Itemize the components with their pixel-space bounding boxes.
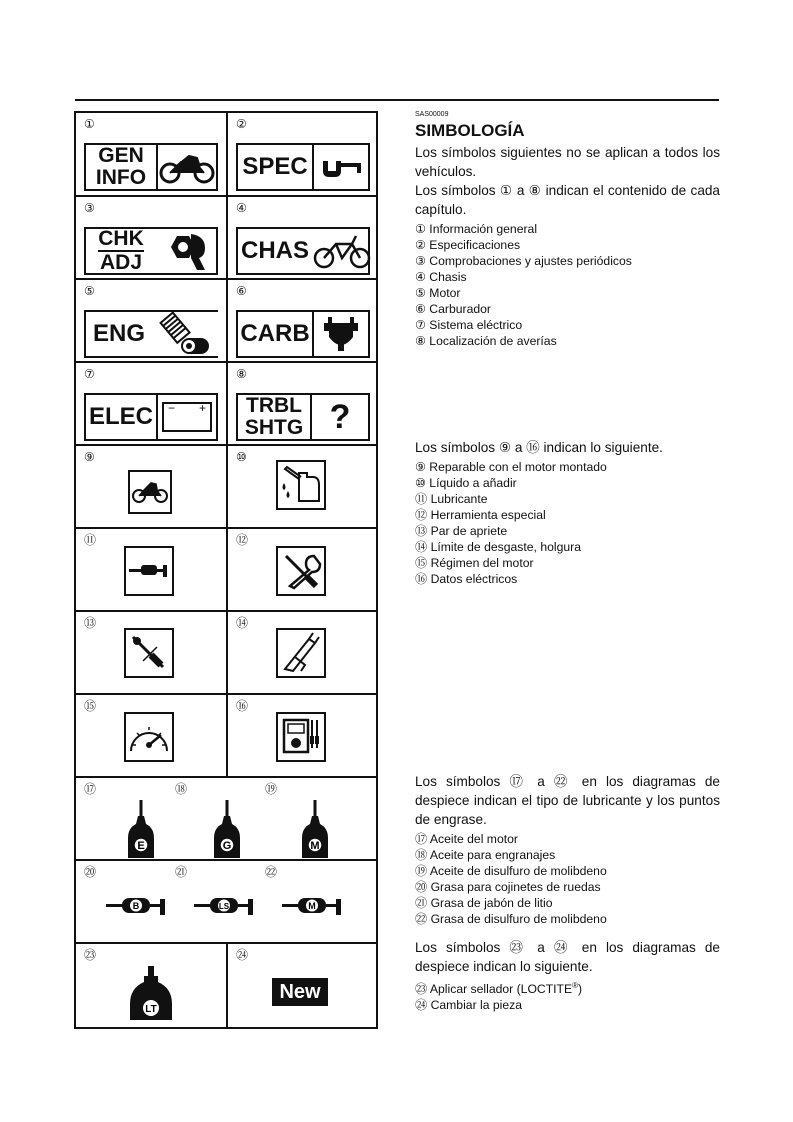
list-item: ⑪ Lubricante xyxy=(415,492,488,506)
section-heading: Los símbolos ㉓ a ㉔ en los diagramas de despiece indican lo siguiente. xyxy=(415,940,720,974)
carburetor-icon xyxy=(312,312,368,356)
label-line: ENG xyxy=(92,320,145,347)
list-item: ① Información general xyxy=(415,222,538,236)
motorcycle-icon xyxy=(156,145,216,189)
symbol-cell-5 xyxy=(76,280,226,361)
list-item: ⑱ Aceite para engranajes xyxy=(415,848,556,862)
grid-row xyxy=(76,944,376,1027)
lubricant-gun-icon xyxy=(124,546,174,596)
symbol-number: ⑤ xyxy=(84,284,95,298)
label-line: CARB xyxy=(240,320,310,347)
oil-can-icon xyxy=(276,460,326,510)
chk-adj-label xyxy=(84,227,218,275)
symbol-number: ㉑ xyxy=(175,865,188,879)
item-text: ㉓ Aplicar sellador (LOCTITE xyxy=(415,982,573,997)
symbol-number: ⑫ xyxy=(236,533,249,547)
list-item: ⑲ Aceite de disulfuro de molibdeno xyxy=(415,864,607,878)
symbol-cell-1 xyxy=(76,113,226,195)
lube-letter: B xyxy=(132,901,140,911)
grease-gun-icon xyxy=(194,895,258,922)
symbol-number: ① xyxy=(84,117,95,131)
symbol-cell-24 xyxy=(226,944,376,1027)
symbol-number: ⑥ xyxy=(236,284,247,298)
symbol-list xyxy=(415,831,720,927)
label-line: CHAS xyxy=(241,237,310,264)
carb-label xyxy=(236,310,370,358)
grid-row xyxy=(76,446,376,529)
label-line: GEN xyxy=(98,144,144,167)
list-item xyxy=(415,978,720,997)
list-item: ㉔ Cambiar la pieza xyxy=(415,998,523,1013)
lube-letter: M xyxy=(308,901,316,911)
grid-row xyxy=(76,861,376,944)
label-line: INFO xyxy=(95,166,147,189)
symbol-number: ⑲ xyxy=(265,782,278,796)
list-item: ⑮ Régimen del motor xyxy=(415,556,534,570)
section-heading: Los símbolos ⑰ a ㉒ en los diagramas de despiece indican el tipo de lubricante y los puntos de engrase. xyxy=(415,774,720,827)
battery-icon xyxy=(156,395,216,439)
symbol-number: ㉒ xyxy=(265,865,278,879)
list-item: ④ Chasis xyxy=(415,270,467,284)
screwdriver-pliers-icon xyxy=(276,546,326,596)
list-item: ② Especificaciones xyxy=(415,238,521,252)
label-line: TRBL xyxy=(246,394,302,417)
symbol-cell-8 xyxy=(226,363,376,444)
symbol-number: ⑪ xyxy=(84,533,97,547)
symbol-cell-15 xyxy=(76,695,226,776)
symbol-number: ㉓ xyxy=(84,948,97,962)
top-rule xyxy=(75,99,719,101)
list-item: ㉒ Grasa de disulfuro de molibdeno xyxy=(415,912,607,926)
label-line: SHTG xyxy=(244,416,304,439)
oil-bottle-icon xyxy=(300,800,330,865)
oil-bottle-icon xyxy=(212,800,242,865)
wrench-nut-icon xyxy=(156,229,216,273)
symbol-number: ⑮ xyxy=(84,699,97,713)
list-item: ⑯ Datos eléctricos xyxy=(415,572,518,586)
list-item: ⑨ Reparable con el motor montado xyxy=(415,460,607,474)
chas-label xyxy=(236,227,370,275)
grid-row xyxy=(76,529,376,612)
lubricant-gun-icon xyxy=(312,145,368,189)
lube-letter: E xyxy=(137,840,145,852)
grease-gun-icon xyxy=(282,895,346,922)
chapter-list xyxy=(415,221,720,349)
symbol-number: ④ xyxy=(236,201,247,215)
lube-letter: LT xyxy=(145,1004,157,1015)
grease-gun-icon xyxy=(106,895,170,922)
section-symbols-9-16 xyxy=(415,438,720,587)
symbol-cell-16 xyxy=(226,695,376,776)
symbol-cell-6 xyxy=(226,280,376,361)
grid-row xyxy=(76,695,376,778)
symbol-cell-11 xyxy=(76,529,226,610)
symbol-number: ③ xyxy=(84,201,95,215)
symbol-cell-3 xyxy=(76,197,226,278)
symbol-cell-7 xyxy=(76,363,226,444)
spec-label xyxy=(236,143,370,191)
symbol-list xyxy=(415,459,720,587)
symbol-number: ⑨ xyxy=(84,450,95,464)
section-code: SAS00009 xyxy=(415,111,449,118)
caliper-icon xyxy=(276,628,326,678)
battery-minus: − xyxy=(168,401,176,415)
symbol-list xyxy=(415,978,720,1013)
symbol-cell-10 xyxy=(226,446,376,527)
list-item: ⑩ Líquido a añadir xyxy=(415,476,517,490)
symbol-cell-23 xyxy=(76,944,226,1027)
list-item: ⑳ Grasa para cojinetes de ruedas xyxy=(415,880,601,894)
symbol-number: ② xyxy=(236,117,247,131)
new-part-badge: New xyxy=(272,978,328,1006)
symbol-cell-4 xyxy=(226,197,376,278)
engine-piston-icon xyxy=(152,310,218,358)
symbol-cell-12 xyxy=(226,529,376,610)
lube-letter: M xyxy=(310,840,320,852)
oil-bottle-icon xyxy=(126,800,156,865)
motorcycle-icon xyxy=(128,470,172,514)
section-heading: Los símbolos ⑨ a ⑯ indican lo siguiente. xyxy=(415,440,663,455)
symbol-cell-13 xyxy=(76,612,226,693)
grease-symbols-row xyxy=(76,861,376,942)
intro-paragraph: Los símbolos siguientes no se aplican a todos los vehículos. xyxy=(415,145,720,179)
symbol-number: ⑳ xyxy=(84,865,97,879)
sealant-bottle-icon xyxy=(128,966,174,1027)
grid-row xyxy=(76,113,376,197)
list-item: ③ Comprobaciones y ajustes periódicos xyxy=(415,254,632,268)
trbl-shtg-label xyxy=(236,393,370,441)
intro-paragraph: Los símbolos ① a ⑧ indican el contenido de cada capítulo. xyxy=(415,183,720,217)
symbol-number: ㉔ xyxy=(236,948,249,962)
list-item: ㉑ Grasa de jabón de litio xyxy=(415,896,553,910)
section-symbols-17-22 xyxy=(415,772,720,927)
lube-letter: G xyxy=(222,840,232,852)
list-item: ⑦ Sistema eléctrico xyxy=(415,318,523,332)
list-item: ⑰ Aceite del motor xyxy=(415,832,518,846)
tachometer-icon xyxy=(124,712,174,762)
label-line: ELEC xyxy=(89,403,154,430)
symbol-number: ⑱ xyxy=(175,782,188,796)
label-line: ADJ xyxy=(99,251,142,274)
registered-mark: ® xyxy=(572,981,579,990)
symbol-number: ⑯ xyxy=(236,699,249,713)
lube-letter: LS xyxy=(218,902,230,911)
symbol-number: ⑭ xyxy=(236,616,249,630)
list-item: ⑥ Carburador xyxy=(415,302,491,316)
symbol-number: ⑰ xyxy=(84,782,97,796)
grid-row xyxy=(76,280,376,363)
grid-row xyxy=(76,612,376,695)
intro-section xyxy=(415,111,720,349)
label-line: CHK xyxy=(98,227,144,250)
grid-row xyxy=(76,778,376,861)
symbol-number: ⑦ xyxy=(84,367,95,381)
torque-wrench-icon xyxy=(124,628,174,678)
gen-info-label xyxy=(84,143,218,191)
symbol-number: ⑩ xyxy=(236,450,247,464)
grid-row xyxy=(76,197,376,280)
list-item: ⑭ Límite de desgaste, holgura xyxy=(415,540,581,554)
lubricant-symbols-row xyxy=(76,778,376,859)
list-item: ⑬ Par de apriete xyxy=(415,524,508,538)
section-symbols-23-24 xyxy=(415,938,720,1013)
dirt-bike-icon xyxy=(312,229,372,273)
label-line: SPEC xyxy=(242,153,308,180)
symbol-number: ⑧ xyxy=(236,367,247,381)
symbol-cell-14 xyxy=(226,612,376,693)
item-text: ) xyxy=(578,982,583,997)
list-item: ⑤ Motor xyxy=(415,286,461,300)
grid-row xyxy=(76,363,376,446)
eng-label xyxy=(84,310,218,358)
multimeter-icon xyxy=(276,712,326,762)
question-icon: ? xyxy=(310,395,368,439)
symbol-number: ⑬ xyxy=(84,616,97,630)
symbol-grid xyxy=(74,111,378,1029)
symbol-cell-2 xyxy=(226,113,376,195)
page-title: SIMBOLOGÍA xyxy=(415,121,525,140)
elec-label xyxy=(84,393,218,441)
list-item: ⑧ Localización de averías xyxy=(415,334,557,348)
symbol-cell-9 xyxy=(76,446,226,527)
battery-plus: + xyxy=(198,401,206,415)
list-item: ⑫ Herramienta especial xyxy=(415,508,546,522)
